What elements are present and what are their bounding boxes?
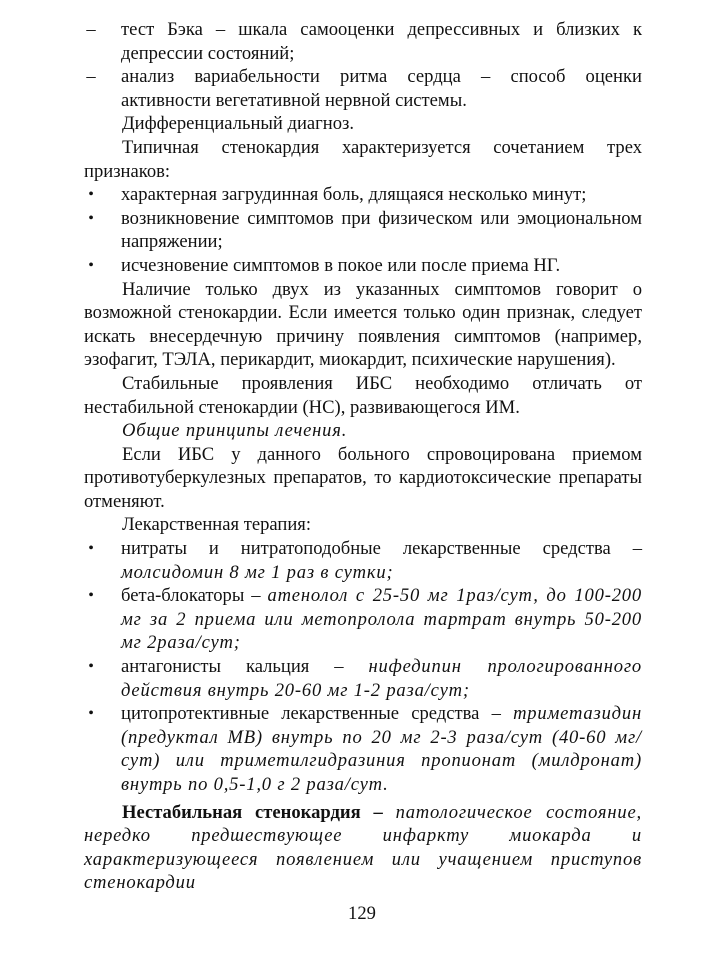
list-item (84, 537, 642, 584)
bullet-icon: • (88, 540, 94, 558)
bullet-icon: • (88, 209, 94, 227)
list-item (84, 584, 642, 655)
page-number: 129 (348, 903, 376, 924)
list-item (84, 254, 642, 278)
angina-intro: Типичная стенокардия характеризуется сочетанием трех признаков: (84, 136, 642, 182)
list-item (84, 655, 642, 702)
list-item (84, 183, 642, 207)
unstable-definition: патологическое состояние, нередко предшествующее инфаркту миокарда и характеризующееся появлением или учащением приступов стенокардии (84, 801, 642, 894)
drug-dose: молсидомин 8 мг 1 раз в сутки; (121, 561, 394, 583)
list-item (84, 18, 642, 65)
angina-sign: возникновение симптомов при физическом или эмоциональном напряжении; (121, 207, 642, 253)
dash-icon: – (86, 19, 96, 40)
drug-class: антагонисты кальция – (121, 656, 369, 678)
tb-paragraph: Если ИБС у данного больного спровоцирована приемом противотуберкулезных препаратов, то кардиотоксические препараты отменяют. (84, 443, 642, 512)
bullet-icon: • (88, 587, 94, 605)
bullet-icon: • (88, 186, 94, 204)
two-symptoms-paragraph: Наличие только двух из указанных симптомов говорит о возможной стенокардии. Если имеется только один признак, следует искать внесердечную причину появления симптомов (например, эзофагит, ТЭЛА, перикардит, миокардит, психические нарушения). (84, 278, 642, 371)
drug-dose: атенолол с 25-50 мг 1раз/сут, до 100-200 мг за 2 приема или метопролола тартрат внутрь 50-200 мг 2раза/сут; (121, 585, 642, 654)
bullet-icon: • (88, 256, 94, 274)
dash-icon: – (86, 66, 96, 88)
drug-class: бета-блокаторы – (121, 585, 268, 607)
unstable-dash: – (360, 801, 396, 823)
drug-dose: триметазидин (предуктал МВ) внутрь по 20 мг 2-3 раза/сут (40-60 мг/сут) или триметилгидразиния пропионат (милдронат) внутрь по 0,5-1,0 г 2 раза/сут. (121, 703, 642, 795)
dash-item-text: тест Бэка – шкала самооценки депрессивных и близких к депрессии состояний; (121, 19, 642, 64)
angina-sign: характерная загрудинная боль, длящаяся несколько минут; (121, 184, 587, 206)
list-item (84, 65, 642, 112)
drug-class: цитопротективные лекарственные средства – (121, 703, 514, 725)
page-body (84, 18, 642, 895)
unstable-angina-paragraph (84, 801, 642, 895)
drug-dose: нифедипин прологированного действия внутрь 20-60 мг 1-2 раза/сут; (121, 656, 642, 701)
angina-sign: исчезновение симптомов в покое или после приема НГ. (121, 254, 561, 276)
list-item (84, 702, 642, 796)
list-item (84, 207, 642, 254)
drug-class: нитраты и нитратоподобные лекарственные средства – (121, 538, 642, 560)
diff-heading: Дифференциальный диагноз. (122, 113, 355, 135)
treatment-heading: Общие принципы лечения. (122, 420, 348, 442)
drug-heading: Лекарственная терапия: (122, 514, 311, 536)
stable-paragraph: Стабильные проявления ИБС необходимо отличать от нестабильной стенокардии (НС), развивающегося ИМ. (84, 372, 642, 418)
unstable-term: Нестабильная стенокардия (122, 801, 361, 823)
dash-item-text: анализ вариабельности ритма сердца – способ оценки активности вегетативной нервной системы. (121, 66, 642, 111)
bullet-icon: • (88, 658, 94, 676)
bullet-icon: • (88, 705, 94, 723)
